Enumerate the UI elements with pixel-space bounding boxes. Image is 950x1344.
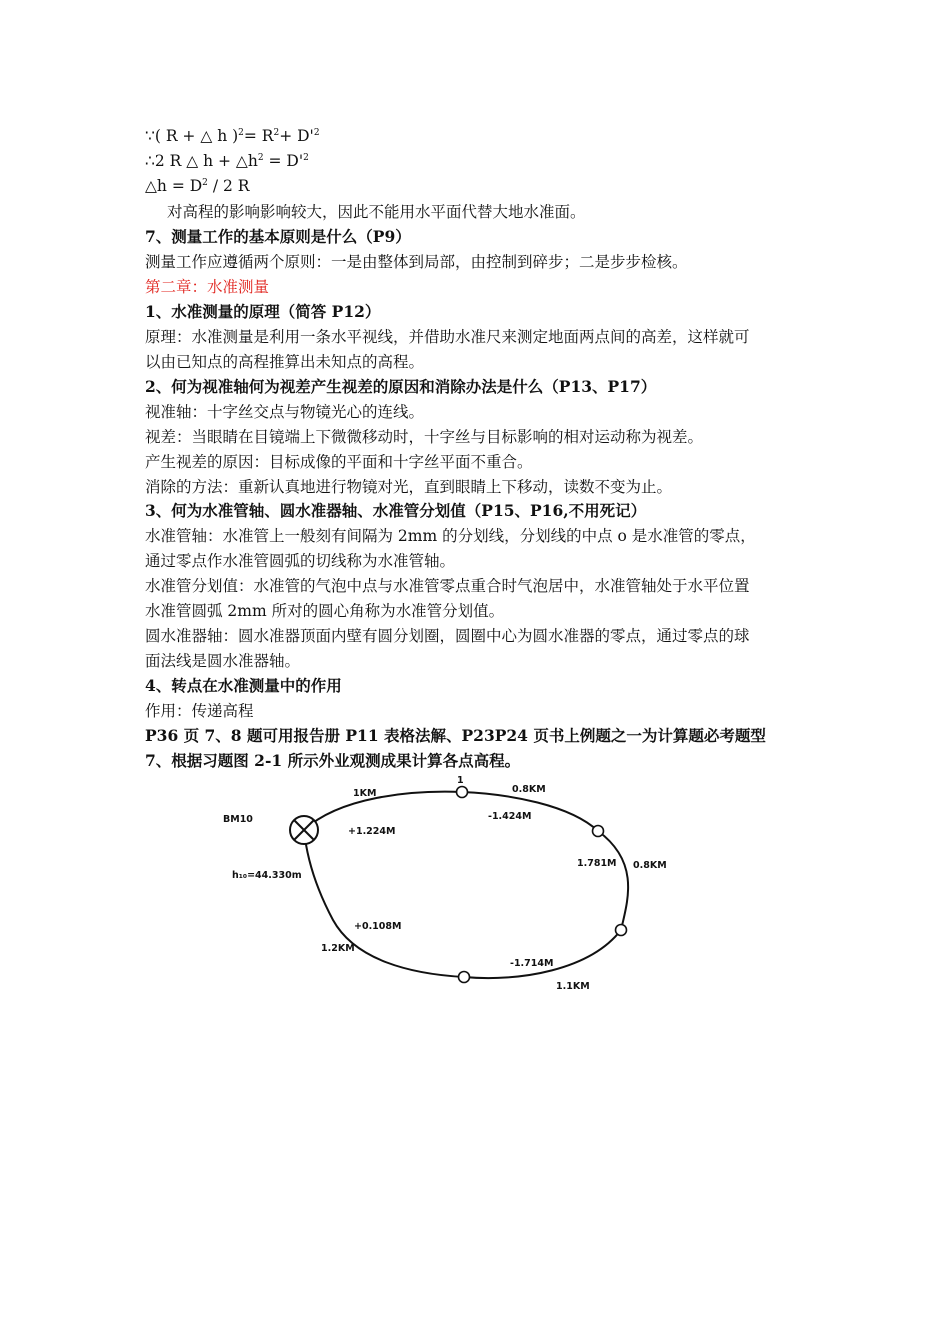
formula-1-part: + D' — [279, 127, 314, 145]
segment-distance: 1.2KM — [321, 943, 355, 954]
station-point-4 — [459, 972, 470, 983]
formula-3-part: / 2 R — [207, 177, 250, 195]
section-3-heading: 3、何为水准管轴、圆水准器轴、水准管分划值（P15、P16,不用死记） — [145, 501, 647, 520]
section-3-line: 面法线是圆水准器轴。 — [145, 652, 301, 670]
segment-distance: 0.8KM — [512, 784, 546, 795]
formula-3 — [145, 175, 249, 197]
section-3-line: 水准管分划值：水准管的气泡中点与水准管零点重合时气泡居中，水准管轴处于水平位置 — [145, 577, 750, 595]
exam-note: P36 页 7、8 题可用报告册 P11 表格法解、P23P24 页书上例题之一为计算题必考题型 — [145, 726, 766, 745]
section-3-line: 通过零点作水准管圆弧的切线称为水准管轴。 — [145, 552, 456, 570]
segment-height-difference: 1.781M — [577, 858, 617, 869]
formula-1 — [145, 125, 320, 147]
section-1-line: 以由已知点的高程推算出未知点的高程。 — [145, 353, 425, 371]
section-2-heading: 2、何为视准轴何为视差产生视差的原因和消除办法是什么（P13、P17） — [145, 377, 657, 396]
segment-height-difference: +1.224M — [348, 826, 396, 837]
station-point-1 — [457, 787, 468, 798]
segment-height-difference: -1.424M — [488, 811, 532, 822]
segment-distance: 0.8KM — [633, 860, 667, 871]
section-4-line: 作用：传递高程 — [145, 702, 254, 720]
station-point-3 — [616, 925, 627, 936]
section-2-line: 产生视差的原因：目标成像的平面和十字丝平面不重合。 — [145, 453, 533, 471]
formula-2-sup: 2 — [303, 153, 309, 163]
formula-3-sup: 2 — [202, 178, 208, 188]
section-2-line: 视差：当眼睛在目镜端上下微微移动时，十字丝与目标影响的相对运动称为视差。 — [145, 428, 704, 446]
segment-height-difference: -1.714M — [510, 958, 554, 969]
influence-text: 对高程的影响影响较大，因此不能用水平面代替大地水准面。 — [167, 203, 586, 221]
benchmark-height-label: h₁₀=44.330m — [232, 870, 302, 881]
q7-answer: 测量工作应遵循两个原则：一是由整体到局部，由控制到碎步；二是步步检核。 — [145, 253, 688, 271]
chapter-heading: 第二章：水准测量 — [145, 278, 270, 296]
formula-1-part: ∵( R + △ h ) — [145, 127, 239, 145]
formula-1-sup: 2 — [238, 128, 244, 138]
section-1-line: 原理：水准测量是利用一条水平视线，并借助水准尺来测定地面两点间的高差，这样就可 — [145, 328, 750, 346]
segment-height-difference: +0.108M — [354, 921, 402, 932]
point-1-label: 1 — [457, 775, 464, 786]
formula-2-part: ∴2 R △ h + △h — [145, 152, 258, 170]
formula-2 — [145, 150, 309, 172]
formula-1-part: = R — [243, 127, 274, 145]
station-point-2 — [593, 826, 604, 837]
formula-2-sup: 2 — [257, 153, 264, 163]
exercise-7-heading: 7、根据习题图 2-1 所示外业观测成果计算各点高程。 — [145, 751, 521, 770]
benchmark-bm10-symbol — [290, 816, 318, 844]
section-3-line: 水准管圆弧 2mm 所对的圆心角称为水准管分划值。 — [145, 602, 505, 620]
section-3-line: 水准管轴：水准管上一般刻有间隔为 2mm 的分划线，分划线的中点 o 是水准管的零点， — [145, 527, 756, 545]
formula-1-sup: 2 — [313, 128, 320, 138]
formula-2-part: = D' — [263, 152, 304, 170]
section-2-line: 视准轴：十字丝交点与物镜光心的连线。 — [145, 403, 425, 421]
section-2-line: 消除的方法：重新认真地进行物镜对光，直到眼睛上下移动，读数不变为止。 — [145, 478, 673, 496]
segment-distance: 1KM — [353, 788, 377, 799]
formula-3-part: △h = D — [145, 177, 203, 195]
leveling-route-diagram — [210, 772, 670, 998]
bm-label: BM10 — [223, 814, 253, 825]
q7-heading: 7、测量工作的基本原则是什么（P9） — [145, 227, 411, 246]
formula-1-sup: 2 — [273, 128, 280, 138]
section-3-line: 圆水准器轴：圆水准器顶面内壁有圆分划圈，圆圈中心为圆水准器的零点，通过零点的球 — [145, 627, 750, 645]
segment-distance: 1.1KM — [556, 981, 590, 992]
section-1-heading: 1、水准测量的原理（简答 P12） — [145, 302, 381, 321]
section-4-heading: 4、转点在水准测量中的作用 — [145, 676, 342, 695]
